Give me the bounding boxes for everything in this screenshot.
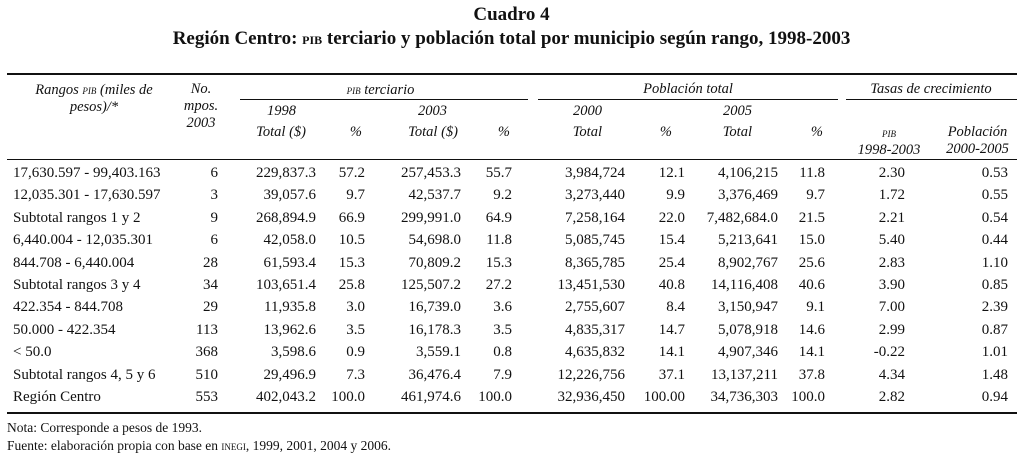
cell-no-mpos: 113 (196, 322, 218, 338)
cell-total-2000: 12,226,756 (557, 367, 625, 383)
cell-total-2005: 3,150,947 (718, 299, 778, 315)
tasas-group-rule (846, 99, 1017, 100)
cell-total-2003: 125,507.2 (401, 277, 461, 293)
cell-total-2003: 42,537.7 (408, 187, 461, 203)
header-pct-2000: % (659, 124, 672, 140)
header-total-1998: Total ($) (256, 124, 306, 140)
cell-tasa-pib: 7.00 (878, 299, 905, 315)
cell-pct-1998: 57.2 (338, 165, 365, 181)
cell-total-2005: 5,078,918 (718, 322, 778, 338)
cell-total-2000: 4,835,317 (565, 322, 625, 338)
cell-no-mpos: 6 (210, 165, 218, 181)
cell-pct-2003: 27.2 (485, 277, 512, 293)
row-label: Subtotal rangos 1 y 2 (13, 210, 141, 226)
header-poblacion-total: Población total (643, 81, 733, 97)
cell-total-2000: 2,755,607 (565, 299, 625, 315)
title-rest: terciario y población total por municipio según rango, 1998-2003 (326, 28, 851, 49)
row-label: 50.000 - 422.354 (13, 322, 116, 338)
cell-pct-1998: 10.5 (338, 232, 365, 248)
cell-pct-2000: 14.7 (658, 322, 685, 338)
source-line (7, 437, 391, 455)
cell-pct-1998: 3.5 (346, 322, 365, 338)
header-pct-1998: % (349, 124, 362, 140)
cell-total-2000: 5,085,745 (565, 232, 625, 248)
cell-pct-2000: 9.9 (666, 187, 685, 203)
cell-tasa-pib: 2.30 (878, 165, 905, 181)
cell-pct-2000: 8.4 (666, 299, 685, 315)
cell-total-2005: 5,213,641 (718, 232, 778, 248)
header-pct-2005: % (810, 124, 823, 140)
header-mpos: mpos. (183, 98, 219, 114)
cell-total-1998: 42,058.0 (263, 232, 316, 248)
source-abbrev: inegi (221, 439, 246, 453)
cell-pct-2000: 40.8 (658, 277, 685, 293)
cell-total-2005: 14,116,408 (711, 277, 778, 293)
header-tasas: Tasas de crecimiento (870, 81, 992, 97)
cell-pct-1998: 3.0 (346, 299, 365, 315)
header-rangos-line2: pesos)/* (69, 99, 119, 115)
cell-no-mpos: 510 (195, 367, 218, 383)
cell-pct-2005: 14.1 (798, 344, 825, 360)
header-rangos-word: Rangos (35, 82, 79, 98)
cell-tasa-pib: 2.21 (878, 210, 905, 226)
cell-pct-2003: 64.9 (485, 210, 512, 226)
cell-total-2003: 70,809.2 (408, 255, 461, 271)
cell-total-2005: 34,736,303 (710, 389, 778, 405)
cell-pct-2000: 100.00 (643, 389, 685, 405)
cell-tasa-pob: 0.44 (981, 232, 1008, 248)
header-total-2000: Total (572, 124, 602, 140)
cell-pct-2003: 100.0 (478, 389, 512, 405)
cell-no-mpos: 6 (210, 232, 218, 248)
cell-pct-2005: 9.1 (806, 299, 825, 315)
cell-pct-1998: 9.7 (346, 187, 365, 203)
header-pib-rest: terciario (364, 82, 415, 98)
cell-pct-2005: 21.5 (798, 210, 825, 226)
header-tasa-pob-years: 2000-2005 (946, 141, 1009, 157)
cell-pct-1998: 100.0 (331, 389, 365, 405)
header-no: No. (190, 81, 212, 97)
cell-total-2005: 8,902,767 (718, 255, 778, 271)
row-label: 6,440.004 - 12,035.301 (13, 232, 153, 248)
header-mpos-year: 2003 (186, 115, 216, 131)
header-tasa-pib-years: 1998-2003 (857, 142, 921, 158)
cell-total-2003: 3,559.1 (416, 344, 461, 360)
note-line: Nota: Corresponde a pesos de 1993. (7, 420, 202, 435)
cell-total-2000: 8,365,785 (565, 255, 625, 271)
cell-pct-2003: 11.8 (486, 232, 512, 248)
cell-no-mpos: 29 (203, 299, 218, 315)
table-title (0, 28, 1023, 50)
top-rule (7, 73, 1017, 75)
cell-pct-2003: 55.7 (485, 165, 512, 181)
cell-total-1998: 11,935.8 (264, 299, 316, 315)
header-pib-terciario (238, 81, 523, 99)
cell-pct-2000: 22.0 (658, 210, 685, 226)
cell-total-2003: 54,698.0 (408, 232, 461, 248)
cell-pct-1998: 66.9 (338, 210, 365, 226)
cell-tasa-pob: 1.10 (981, 255, 1008, 271)
cell-tasa-pob: 0.53 (981, 165, 1008, 181)
row-label: 844.708 - 6,440.004 (13, 255, 135, 271)
header-rangos-units: (miles de (100, 82, 153, 98)
cell-pct-2003: 3.6 (493, 299, 512, 315)
cell-total-1998: 61,593.4 (263, 255, 316, 271)
header-total-2003: Total ($) (408, 124, 458, 140)
header-year-2000: 2000 (573, 103, 602, 119)
cell-tasa-pob: 0.94 (981, 389, 1008, 405)
cell-pct-2003: 9.2 (493, 187, 512, 203)
header-pib-abbrev: pib (346, 82, 361, 97)
row-label: Subtotal rangos 4, 5 y 6 (13, 367, 156, 383)
cell-pct-2000: 15.4 (658, 232, 685, 248)
cell-tasa-pob: 2.39 (981, 299, 1008, 315)
row-label: Subtotal rangos 3 y 4 (13, 277, 141, 293)
cell-total-2000: 32,936,450 (557, 389, 625, 405)
cell-total-2005: 3,376,469 (718, 187, 778, 203)
source-text: Fuente: elaboración propia con base en (7, 438, 219, 453)
cell-tasa-pib: 5.40 (878, 232, 905, 248)
cell-pct-2005: 9.7 (806, 187, 825, 203)
cell-total-1998: 402,043.2 (256, 389, 316, 405)
poblacion-group-rule (538, 99, 838, 100)
cell-pct-2005: 100.0 (791, 389, 825, 405)
cell-tasa-pib: 2.83 (878, 255, 905, 271)
cell-total-2000: 3,984,724 (565, 165, 625, 181)
cell-no-mpos: 3 (210, 187, 218, 203)
cell-total-1998: 103,651.4 (256, 277, 316, 293)
header-tasa-pib-abbrev: pib (882, 125, 896, 140)
cell-total-2003: 36,476.4 (408, 367, 461, 383)
header-no-mpos (178, 81, 224, 132)
cell-pct-2003: 7.9 (493, 367, 512, 383)
header-tasa-pob-label: Población (947, 124, 1008, 140)
row-label: 17,630.597 - 99,403.163 (13, 165, 161, 181)
cell-total-2005: 7,482,684.0 (706, 210, 778, 226)
cell-total-2005: 4,907,346 (718, 344, 778, 360)
cell-total-2005: 4,106,215 (718, 165, 778, 181)
cell-pct-2005: 11.8 (799, 165, 825, 181)
cell-pct-2005: 14.6 (798, 322, 825, 338)
cell-tasa-pob: 0.87 (981, 322, 1008, 338)
cell-pct-1998: 0.9 (346, 344, 365, 360)
cell-total-2000: 7,258,164 (565, 210, 625, 226)
cell-total-2000: 13,451,530 (557, 277, 625, 293)
cell-pct-2000: 25.4 (658, 255, 685, 271)
cell-pct-2005: 15.0 (798, 232, 825, 248)
cell-total-1998: 268,894.9 (256, 210, 316, 226)
cell-tasa-pob: 0.85 (981, 277, 1008, 293)
cell-total-1998: 29,496.9 (263, 367, 316, 383)
cell-tasa-pob: 1.01 (981, 344, 1008, 360)
cell-no-mpos: 34 (203, 277, 218, 293)
cell-pct-2005: 25.6 (798, 255, 825, 271)
cell-pct-1998: 7.3 (346, 367, 365, 383)
cell-pct-1998: 25.8 (338, 277, 365, 293)
table-number: Cuadro 4 (473, 4, 550, 25)
cell-total-2003: 461,974.6 (401, 389, 461, 405)
cell-total-2003: 299,991.0 (401, 210, 461, 226)
row-label: Región Centro (13, 389, 101, 405)
row-label: 422.354 - 844.708 (13, 299, 123, 315)
row-label: < 50.0 (13, 344, 52, 360)
header-rule (7, 159, 1017, 160)
cell-total-2000: 3,273,440 (565, 187, 625, 203)
cell-no-mpos: 553 (195, 389, 218, 405)
header-rangos-abbrev: pib (82, 82, 97, 97)
header-rangos (19, 81, 169, 116)
cell-pct-2000: 14.1 (658, 344, 685, 360)
cell-tasa-pib: 1.72 (878, 187, 905, 203)
cell-tasa-pob: 0.54 (981, 210, 1008, 226)
header-total-2005: Total (722, 124, 752, 140)
cell-pct-2003: 15.3 (485, 255, 512, 271)
cell-total-1998: 229,837.3 (256, 165, 316, 181)
header-tasa-pob (938, 124, 1017, 158)
cell-tasa-pib: 2.99 (878, 322, 905, 338)
cell-tasa-pib: 2.82 (878, 389, 905, 405)
pib-group-rule (240, 99, 528, 100)
cell-total-2003: 16,739.0 (408, 299, 461, 315)
title-abbrev: pib (302, 28, 323, 48)
cell-total-2003: 257,453.3 (401, 165, 461, 181)
cell-total-2005: 13,137,211 (711, 367, 778, 383)
cell-total-1998: 39,057.6 (263, 187, 316, 203)
cell-pct-2005: 37.8 (798, 367, 825, 383)
cell-no-mpos: 368 (195, 344, 218, 360)
header-tasa-pib (850, 124, 928, 159)
cell-tasa-pob: 1.48 (981, 367, 1008, 383)
header-year-2003: 2003 (418, 103, 447, 119)
cell-pct-2003: 3.5 (493, 322, 512, 338)
cell-pct-2000: 12.1 (658, 165, 685, 181)
cell-total-1998: 13,962.6 (263, 322, 316, 338)
cell-pct-1998: 15.3 (338, 255, 365, 271)
cell-pct-2005: 40.6 (798, 277, 825, 293)
title-prefix: Región Centro: (172, 28, 298, 49)
source-years: , 1999, 2001, 2004 y 2006. (245, 438, 392, 453)
header-pct-2003: % (497, 124, 510, 140)
cell-tasa-pib: -0.22 (873, 344, 905, 360)
cell-no-mpos: 9 (210, 210, 218, 226)
bottom-rule (7, 412, 1017, 414)
header-year-2005: 2005 (723, 103, 752, 119)
cell-pct-2000: 37.1 (658, 367, 685, 383)
cell-total-2000: 4,635,832 (565, 344, 625, 360)
header-year-1998: 1998 (267, 103, 296, 119)
cell-total-2003: 16,178.3 (408, 322, 461, 338)
row-label: 12,035.301 - 17,630.597 (13, 187, 161, 203)
cell-tasa-pob: 0.55 (981, 187, 1008, 203)
cell-pct-2003: 0.8 (493, 344, 512, 360)
cell-tasa-pib: 4.34 (878, 367, 905, 383)
cell-no-mpos: 28 (203, 255, 218, 271)
cell-total-1998: 3,598.6 (271, 344, 316, 360)
cell-tasa-pib: 3.90 (878, 277, 905, 293)
